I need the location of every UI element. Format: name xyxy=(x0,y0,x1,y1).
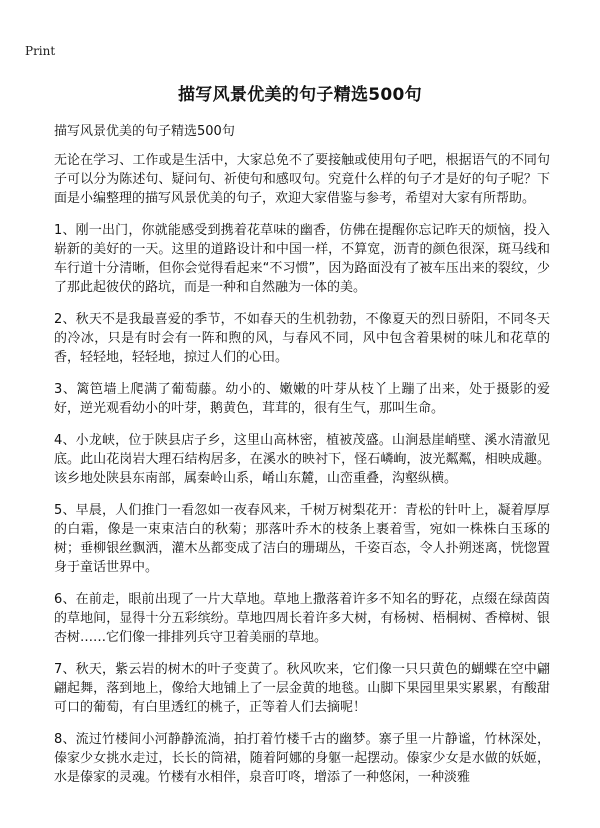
document-body xyxy=(54,151,550,800)
sentence-paragraph-4: 4、小龙峡，位于陕县店子乡，这里山高林密，植被茂盛。山涧悬崖峭壁、溪水清澈见底。此山花岗岩大理石结构居多，在溪水的映衬下，怪石嶙峋，波光粼粼，相映成趣。该乡地处陕县东南部，属秦岭山系，崤山东麓，山峦重叠，沟壑纵横。 xyxy=(54,433,550,486)
sentence-paragraph-3: 3、篱笆墙上爬满了葡萄藤。幼小的、嫩嫩的叶芽从枝丫上蹦了出来，处于摄影的爱好，逆光观看幼小的叶芽，鹅黄色，茸茸的，很有生气，那叫生命。 xyxy=(54,382,550,416)
sentence-paragraph-6: 6、在前走，眼前出现了一片大草地。草地上撒落着许多不知名的野花，点缀在绿茵茵的草地间，显得十分五彩缤纷。草地四周长着许多大树，有杨树、梧桐树、香樟树、银杏树……它们像一排排列兵守卫着美丽的草地。 xyxy=(54,592,550,645)
sentence-paragraph-7: 7、秋天，紫云岩的树木的叶子变黄了。秋风吹来，它们像一只只黄色的蝴蝶在空中翩翩起舞，落到地上，像给大地铺上了一层金黄的地毯。山脚下果园里果实累累，有酸甜可口的葡萄，有白里透红的桃子，正等着人们去摘呢！ xyxy=(54,662,550,715)
sentence-paragraph-8: 8、流过竹楼间小河静静流淌，拍打着竹楼千古的幽梦。寨子里一片静谧，竹林深处，傣家少女挑水走过，长长的筒裙，随着阿娜的身躯一起摆动。傣家少女是水做的妖姬，水是傣家的灵魂。竹楼有水相伴，泉音叮咚，增添了一种悠闲，一种淡雅 xyxy=(54,732,550,785)
document-title: 描写风景优美的句子精选500句 xyxy=(178,85,422,105)
intro-paragraph: 无论在学习、工作或是生活中，大家总免不了要接触或使用句子吧，根据语气的不同句子可以分为陈述句、疑问句、祈使句和感叹句。究竟什么样的句子才是好的句子呢？下面是小编整理的描写风景优美的句子，欢迎大家借鉴与参考，希望对大家有所帮助。 xyxy=(54,153,550,206)
document-subtitle: 描写风景优美的句子精选500句 xyxy=(54,124,235,139)
sentence-paragraph-2: 2、秋天不是我最喜爱的季节，不如春天的生机勃勃，不像夏天的烈日骄阳，不同冬天的冷冰，只是有时会有一阵和煦的风，与春风不同，风中包含着果树的味儿和花草的香，轻轻地，轻轻地，掠过人们的心田。 xyxy=(54,312,550,365)
sentence-paragraph-1: 1、刚一出门，你就能感受到携着花草味的幽香，仿佛在提醒你忘记昨天的烦恼，投入崭新的美好的一天。这里的道路设计和中国一样，不算宽，沥青的颜色很深，斑马线和车行道十分清晰，但你会觉得看起来“不习惯”，因为路面没有了被车压出来的裂纹，少了那此起彼伏的路坑，而是一种和自然融为一体的美。 xyxy=(54,223,550,295)
print-link[interactable]: Print xyxy=(25,44,56,58)
sentence-paragraph-5: 5、早晨，人们推门一看忽如一夜春风来，千树万树梨花开：青松的针叶上，凝着厚厚的白霜，像是一束束洁白的秋菊；那落叶乔木的枝条上裹着雪，宛如一株株白玉琢的树；垂柳银丝飘洒，灌木丛都变成了洁白的珊瑚丛，千姿百态，令人扑朔迷离，恍惚置身于童话世界中。 xyxy=(54,503,550,575)
